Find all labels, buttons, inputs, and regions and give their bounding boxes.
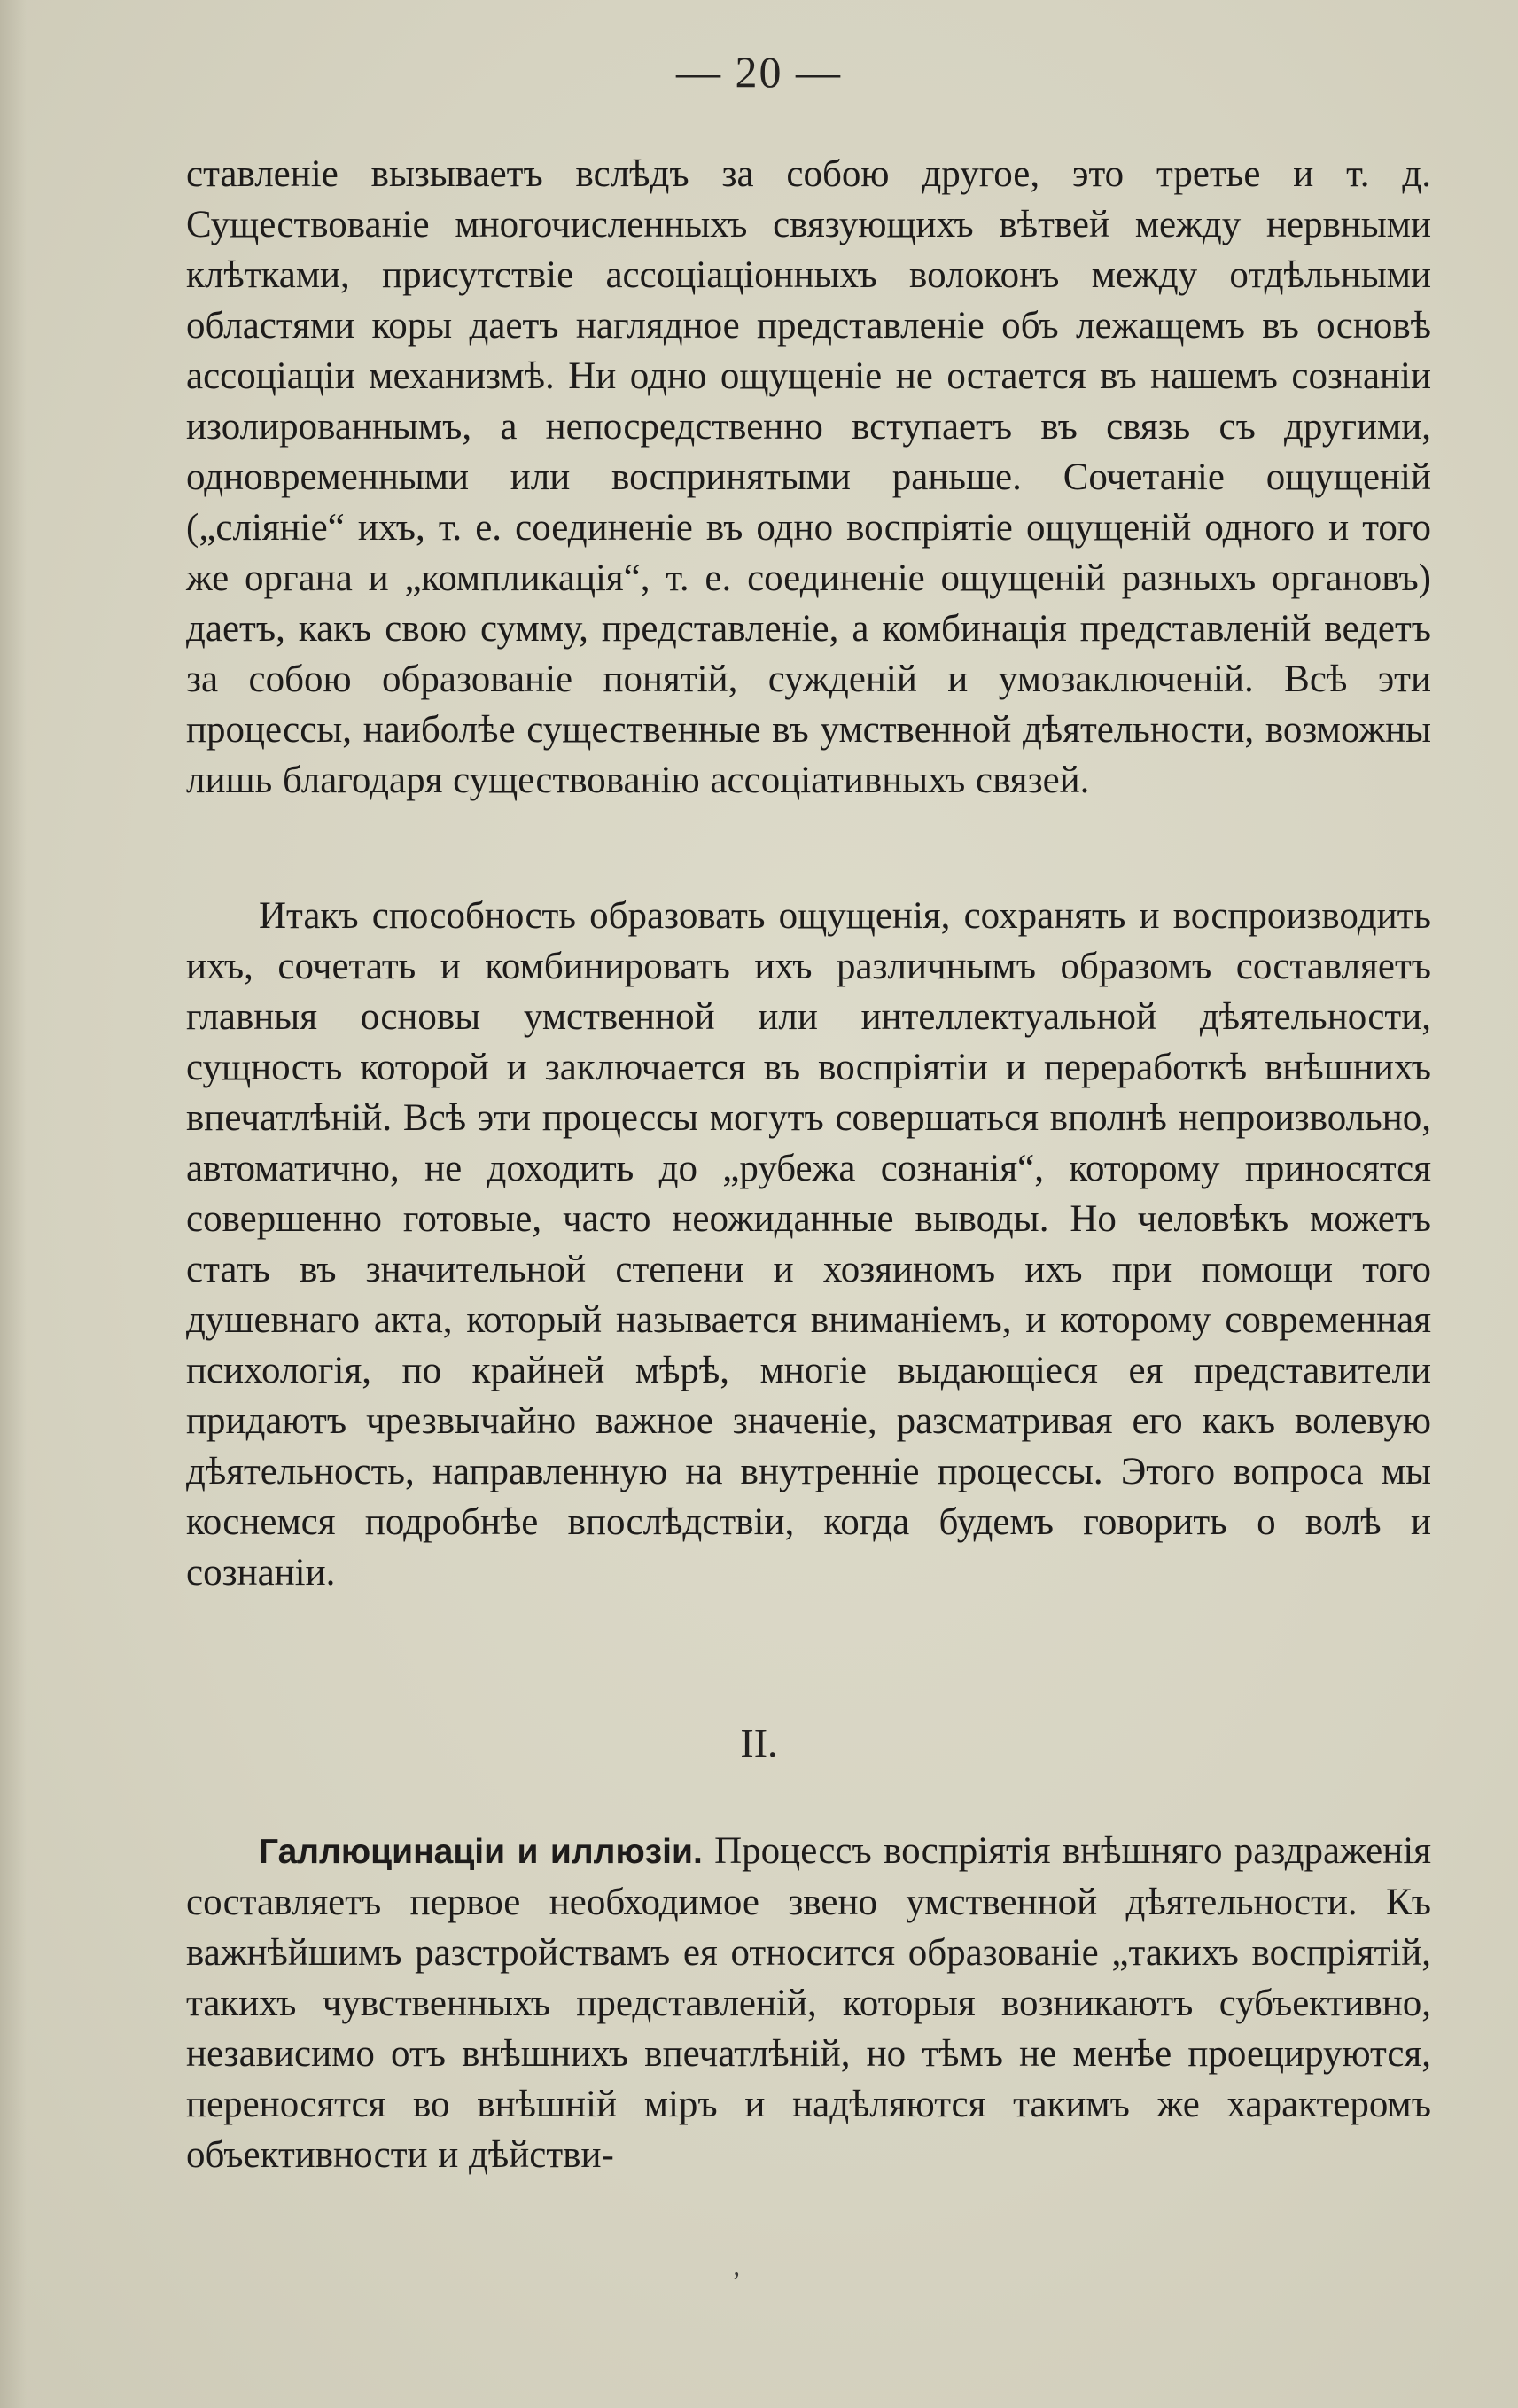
- text-block-2: [186, 891, 1431, 1598]
- run-in-title: Галлюцинаціи и иллюзіи.: [259, 1833, 703, 1871]
- paragraph-hallucinations: [186, 1826, 1431, 2180]
- stray-ink-mark: ʼ: [732, 2267, 741, 2296]
- text-block-1: [186, 149, 1431, 806]
- page-number: — 20 —: [676, 47, 842, 97]
- paragraph-attention: Итакъ способность образовать ощущенія, сохранять и воспроизводить ихъ, сочетать и комбинировать ихъ различнымъ образомъ составляетъ главныя основы умственной или интеллектуальной дѣятельности, сущность которой и заключается въ воспріятіи и переработкѣ внѣшнихъ впечатлѣній. Всѣ эти процессы могутъ совершаться вполнѣ непроизвольно, автоматично, не доходить до „рубежа сознанія“, которому приносятся совершенно готовые, часто неожиданные выводы. Но человѣкъ можетъ стать въ значительной степени и хозяиномъ ихъ при помощи того душевнаго акта, который называется вниманіемъ, и которому современная психологія, по крайней мѣрѣ, многіе выдающіеся ея представители придаютъ чрезвычайно важное значеніе, разсматривая его какъ волевую дѣятельность, направленную на внутренніе процессы. Этого вопроса мы коснемся подробнѣе впослѣдствіи, когда будемъ говорить о волѣ и сознаніи.: [186, 895, 1431, 1594]
- text-block-3: [186, 1826, 1431, 2180]
- paragraph-hallucinations-text: Процессъ воспріятія внѣшняго раздраженія составляетъ первое необходимое звено умственной дѣятельности. Къ важнѣйшимъ разстройствамъ ея относится образованіе „такихъ воспріятій, такихъ чувственныхъ представленій, которыя возникаютъ субъективно, независимо отъ внѣшнихъ впечатлѣній, но тѣмъ не менѣе проецируются, переносятся во внѣшній міръ и надѣляются такимъ же характеромъ объективности и дѣйстви-: [186, 1830, 1431, 2176]
- section-heading: II.: [740, 1720, 778, 1765]
- page-gutter-shadow: [0, 0, 27, 2408]
- paragraph-continuation: ставленіе вызываетъ вслѣдъ за собою другое, это третье и т. д. Существованіе многочисленныхъ связующихъ вѣтвей между нервными клѣтками, присутствіе ассоціаціонныхъ волоконъ между отдѣльными областями коры даетъ наглядное представленіе объ лежащемъ въ основѣ ассоціаціи механизмѣ. Ни одно ощущеніе не остается въ нашемъ сознаніи изолированнымъ, а непосредственно вступаетъ въ связь съ другими, одновременными или воспринятыми раньше. Сочетаніе ощущеній („сліяніе“ ихъ, т. е. соединеніе въ одно воспріятіе ощущеній одного и того же органа и „компликація“, т. е. соединеніе ощущеній разныхъ органовъ) даетъ, какъ свою сумму, представленіе, а комбинація представленій ведетъ за собою образованіе понятій, сужденій и умозаключеній. Всѣ эти процессы, наиболѣе существенные въ умственной дѣятельности, возможны лишь благодаря существованію ассоціативныхъ связей.: [186, 153, 1431, 801]
